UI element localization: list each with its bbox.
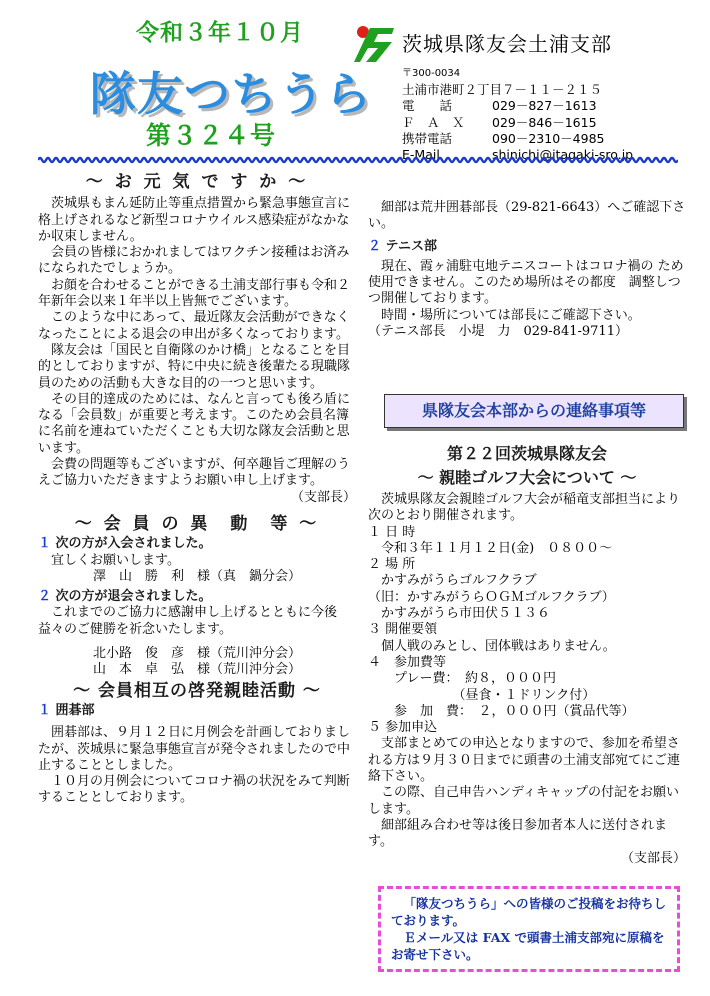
leave-member-name: 北小路 俊 彦 様（荒川沖分会） [92,646,301,662]
join-number: １ [38,536,52,552]
join-heading-text: 次の方が入会されました。 [55,536,212,552]
golf-detail-line: ２ 場 所 [368,557,416,573]
golf-intro: 茨城県隊友会親睦ゴルフ大会が稲竜支部担当により次のとおり開催されます。 [368,492,681,524]
greeting-paragraph: 隊友会は「国民と自衛隊のかけ橋」となることを目的としておりますが、特に中央に続き後輩たる現職隊員のための活動も大きな目的の一つと思います。 [38,342,351,391]
go-club-body [38,725,356,806]
tennis-number: ２ [368,238,382,254]
submission-request-line-1: 「隊友つちうら」への皆様のご投稿をお待ちしております。 [391,896,667,928]
golf-detail-line: かすみがうらゴルフクラブ [368,573,537,589]
activity-heading: ～ 会員相互の啓発親睦活動 ～ [73,680,321,701]
tennis-body [368,259,686,324]
leave-member-name: 山 本 卓 弘 様（荒川沖分会） [92,662,301,678]
issue-date: 令和３年１０月 [136,20,304,46]
tennis-paragraph: 時間・場所については部長にご確認下さい。 [381,307,641,323]
golf-apply-paragraph: 細部組み合わせ等は後日参加者本人に送付されます。 [368,817,668,850]
tennis-heading [368,239,686,255]
golf-detail-line: １ 日 時 [368,524,416,540]
address: 土浦市港町２丁目７－１１－２１５ [402,82,603,98]
join-heading [38,536,356,552]
leave-number: ２ [38,589,52,605]
leave-heading [38,589,356,605]
email-label: E-Mail [402,147,440,163]
golf-signature: （支部長） [620,850,686,866]
golf-section [368,444,686,867]
golf-detail-line: かすみがうら市田伏５１３６ [368,606,551,622]
fax-label: Ｆ Ａ Ｘ [402,114,465,130]
go-club-heading-text: 囲碁部 [55,702,95,718]
go-club-contact: 細部は荒井囲碁部長（29-821-6643）へご確認下さい。 [368,200,686,232]
fax-row [402,115,633,131]
newsletter-title: 隊友つちうら [90,67,372,121]
greeting-paragraph: 会員の皆様におかれましてはワクチン接種はお済みになられたでしょうか。 [38,245,350,277]
issue-number: 第３２４号 [146,121,277,150]
organization-name: 茨城県隊友会土浦支部 [402,32,612,56]
mobile-row [402,131,633,147]
contact-block [402,66,633,163]
tennis-contact: （テニス部長 小堤 力 029-841-9711） [368,324,628,340]
golf-title-line-1: 第２２回茨城県隊友会 [446,444,607,463]
greeting-paragraph: 茨城県もまん延防止等重点措置から緊急事態宣言に格上げされるなど新型コロナウイルス感染症がなかなか収束しません。 [38,196,351,244]
greeting-body [38,196,356,489]
golf-apply-paragraph: この際、自己申告ハンディキャップの付記をお願いします。 [368,785,679,817]
go-club-number: １ [38,702,52,718]
golf-detail-line: （昼食・１ドリンク付） [368,687,596,703]
golf-apply-paragraph: 支部まとめての申込となりますので、参加を希望される方は９月３０日までに頭書の土浦支部宛てにご連絡下さい。 [368,736,681,785]
mobile-number: 090－2310－4985 [492,130,605,146]
phone-number: 029－827－1613 [492,98,597,114]
golf-detail-line: ３ 開催要領 [368,622,438,638]
email-address: shinichi@itagaki-sro.jp [492,147,634,163]
golf-detail-line: 個人戦のみとし、団体戦はありません。 [368,638,616,654]
golf-title-line-2: ～ 親睦ゴルフ大会について ～ [417,468,637,487]
tennis-heading-text: テニス部 [385,238,438,254]
tennis-paragraph: 現在、霞ヶ浦駐屯地テニスコートはコロナ禍の ため使用できません。このため場所はその都度 調整しつつ開催しております。 [368,258,684,307]
phone-label: 電 話 [402,98,453,114]
greeting-heading: ～ お 元 気 で す か ～ [85,172,309,192]
golf-detail-line: 令和３年１１月１２日(金) ０８００～ [368,540,613,556]
golf-details [368,525,686,737]
go-club-paragraph: １０月の月例会についてコロナ禍の状況をみて判断することとしております。 [38,774,350,806]
submission-request-box [378,886,680,972]
submission-request-line-2: Ｅメール又は FAX で頭書土浦支部宛に原稿をお寄せ下さい。 [391,930,665,962]
greeting-paragraph: お顔を合わせることができる土浦支部行事も令和２年新年会以来１年半以上皆無でございます。 [38,277,351,310]
leave-heading-text: 次の方が退会されました。 [55,589,212,605]
golf-apply-body [368,736,686,850]
leave-text: これまでのご協力に感謝申し上げるとともに今後益々のご健勝を祈念いたします。 [38,605,338,637]
greeting-paragraph: その目的達成のためには、なんと言っても後ろ盾になる「会員数」が重要と考えます。このため会員名簿に名前を連ねていただくことも大切な隊友会活動と思います。 [38,391,351,456]
golf-detail-line: ４ 参加費等 [368,654,447,670]
golf-detail-line: 参 加 費： ２，０００円（賞品代等） [368,703,635,719]
greeting-paragraph: このような中にあって、最近隊友会活動ができなくなったことによる退会の申出が多くなっております。 [38,310,350,342]
hq-notice-banner: 県隊友会本部からの連絡事項等 [384,394,684,428]
right-column [368,200,686,340]
greeting-signature: （支部長） [290,489,356,505]
organization-logo-icon [352,22,396,66]
golf-detail-line: （旧：かすみがうらＯＧＭゴルフクラブ） [368,589,615,605]
fax-number: 029－846－1615 [492,114,597,130]
header-divider [38,156,678,164]
join-text: 宜しくお願いします。 [51,552,180,568]
mobile-label: 携帯電話 [402,130,453,146]
go-club-paragraph: 囲碁部は、９月１２日に月例会を計画しておりましたが、茨城県に緊急事態宣言が発令されましたので中止することとしました。 [38,725,351,773]
greeting-paragraph: 会費の問題等もございますが、何卒趣旨ご理解のうえご協力いただきますようお願い申し上げます。 [38,457,351,489]
golf-detail-line: プレー費： 約８，０００円 [368,671,556,687]
join-member-name: 澤 山 勝 利 様（真 鍋分会） [92,568,301,584]
phone-row [402,98,633,114]
golf-detail-line: ５ 参加申込 [368,720,438,736]
go-club-heading [38,703,356,719]
postal-code: 〒300-0034 [402,68,461,79]
left-column [38,174,356,807]
member-changes-heading: ～ 会 員 の 異 動 等 ～ [74,513,320,534]
